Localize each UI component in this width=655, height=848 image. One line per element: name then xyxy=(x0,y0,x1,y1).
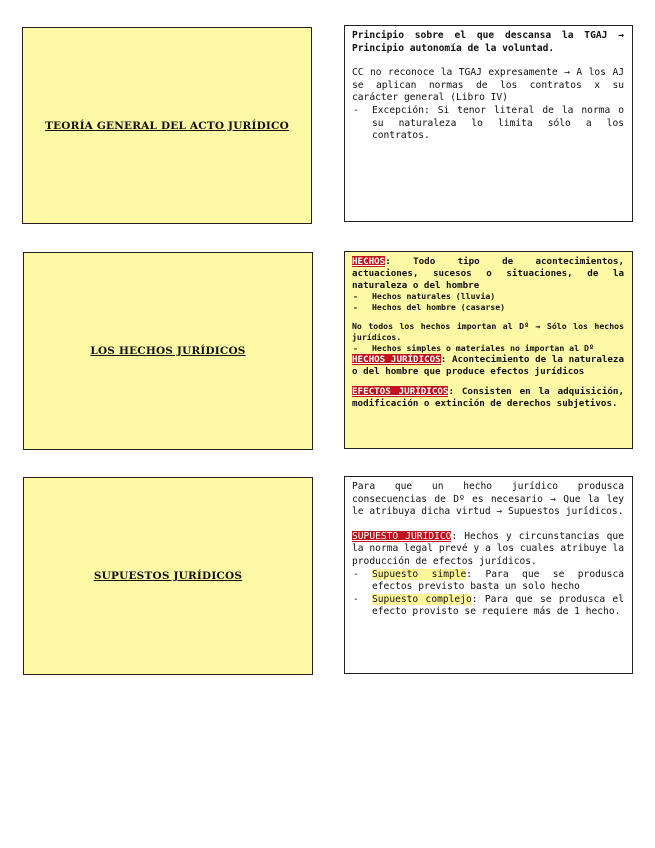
slide-3-notes xyxy=(344,476,633,674)
slide-2-hechos-juridicos-paragraph xyxy=(352,354,624,378)
slide-1-notes xyxy=(344,25,633,222)
supuesto-complejo-term: Supuesto complejo xyxy=(372,593,472,605)
supuesto-simple-term: Supuesto simple xyxy=(372,568,467,580)
efectos-juridicos-tag: EFECTOS JURÍDICOS xyxy=(352,385,449,397)
slide-2-paragraph-2: No todos los hechos importan al Dº → Sólo los hechos jurídicos. xyxy=(352,321,624,343)
slide-3-bullet-2 xyxy=(352,594,624,619)
slide-3-title-card xyxy=(23,477,313,675)
supuesto-juridico-text: : Hechos y circunstancias que la norma legal prevé y a los cuales atribuye la producción de efectos jurídicos. xyxy=(352,530,624,567)
efectos-juridicos-text: : Consisten en la adquisición, modificación o extinción de derechos subjetivos. xyxy=(352,385,624,409)
supuesto-complejo-text: : Para que se produsca el efecto provisto se requiere más de 1 hecho. xyxy=(372,593,624,618)
slide-3-paragraph-1: Para que un hecho jurídico produsca consecuencias de Dº es necesario → Que la ley le atribuya dicha virtud → Supuestos jurídicos. xyxy=(352,481,624,518)
slide-2-hechos-paragraph xyxy=(352,256,624,291)
slide-2-notes xyxy=(344,251,633,449)
slide-2-title: LOS HECHOS JURÍDICOS xyxy=(90,345,246,357)
slide-3-bullet-1 xyxy=(352,569,624,594)
slide-2-bullet-3: - Hechos simples o materiales no importan al Dº xyxy=(352,343,624,354)
slide-3-title: SUPUESTOS JURÍDICOS xyxy=(93,570,243,582)
slide-2-bullet-1: - Hechos naturales (lluvia) xyxy=(352,291,624,302)
hechos-juridicos-tag: HECHOS JURÍDICOS xyxy=(352,354,441,366)
slide-2-title-card xyxy=(23,252,313,450)
slide-3-paragraph-2 xyxy=(352,531,624,569)
slide-1-paragraph-1: Principio sobre el que descansa la TGAJ → Principio autonomía de la voluntad. xyxy=(352,30,624,54)
slide-1-title-card xyxy=(22,27,312,224)
hechos-juridicos-text: : Acontecimiento de la naturaleza o del hombre que produce efectos jurídicos xyxy=(352,354,624,378)
slide-1-paragraph-2: CC no reconoce la TGAJ expresamente → A los AJ se aplican normas de los contratos x su carácter general (Libro IV) xyxy=(352,67,624,104)
supuesto-simple-text: : Para que se produsca efectos previsto basta un solo hecho xyxy=(372,568,624,593)
supuesto-juridico-tag: SUPUESTO JURÍDICO xyxy=(352,530,452,542)
hechos-text: : Todo tipo de acontecimientos, actuaciones, sucesos o situaciones, de la naturaleza o del hombre xyxy=(352,256,624,291)
slide-2-bullet-2: - Hechos del hombre (casarse) xyxy=(352,302,624,313)
hechos-tag: HECHOS xyxy=(352,256,386,267)
slide-1-bullet-1: - Excepción: Si tenor literal de la norma o su naturaleza lo limita sólo a los contratos. xyxy=(352,105,624,143)
slide-1-title: TEORÍA GENERAL DEL ACTO JURÍDICO xyxy=(45,119,289,132)
slide-2-efectos-paragraph xyxy=(352,386,624,410)
